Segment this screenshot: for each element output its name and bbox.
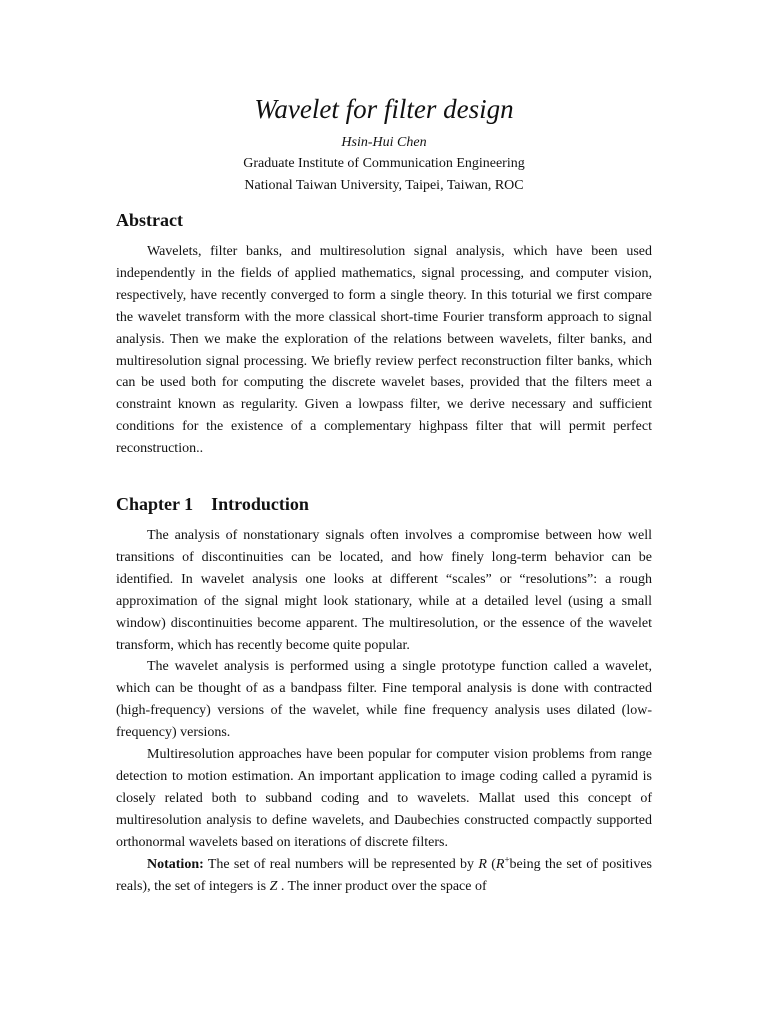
notation-text-b: (	[486, 856, 496, 872]
real-numbers-symbol: R	[478, 856, 487, 872]
notation-text-c: being the set of positives reals), the set of integers is	[116, 856, 653, 894]
notation-paragraph	[116, 854, 652, 898]
abstract-paragraph: Wavelets, filter banks, and multiresolution signal analysis, which have been used independently in the fields of applied mathematics, signal processing, and computer vision, respectively, have recently converged to form a single theory. In this toturial we first compare the wavelet transform with the more classical short-time Fourier transform approach to signal analysis. Then we make the exploration of the relations between wavelets, filter banks, and multiresolution signal processing. We briefly review perfect reconstruction filter banks, which can be used both for computing the discrete wavelet bases, provided that the filters meet a constraint known as regularity. Given a lowpass filter, we derive necessary and sufficient conditions for the existence of a complementary highpass filter that will permit perfect reconstruction..	[116, 244, 652, 457]
affiliation-line-2: National Taiwan University, Taipei, Taiwan, ROC	[244, 178, 524, 193]
notation-label: Notation:	[147, 856, 204, 872]
positive-reals-symbol: R	[495, 856, 505, 872]
chapter-heading: Chapter 1 Introduction	[116, 494, 309, 514]
intro-paragraph-3: Multiresolution approaches have been popular for computer vision problems from range detection to motion estimation. An important application to image coding called a pyramid is closely related both to subband coding and to wavelets. Mallat used this concept of multiresolution analysis to define wavelets, and Daubechies constructed compactly supported orthonormal wavelets based on iterations of discrete filters.	[116, 747, 652, 850]
paper-title: Wavelet for filter design	[254, 94, 514, 124]
affiliation-line-1: Graduate Institute of Communication Engineering	[243, 156, 525, 171]
abstract-heading: Abstract	[116, 210, 183, 230]
notation-text-d: . The inner product over the space of	[277, 878, 487, 894]
notation-text-a: The set of real numbers will be represented by	[203, 856, 479, 872]
integers-symbol: Z	[269, 878, 278, 894]
intro-paragraph-1: The analysis of nonstationary signals often involves a compromise between how well transitions of discontinuities can be located, and how finely long-term behavior can be identified. In wavelet analysis one looks at different “scales” or “resolutions”: a rough approximation of the signal might look stationary, while at a detailed level (using a small window) discontinuities become apparent. The multiresolution, or the essence of the wavelet transform, which has recently become quite popular.	[116, 528, 652, 653]
abstract-body	[116, 241, 652, 460]
author-name: Hsin-Hui Chen	[341, 135, 427, 150]
plus-superscript: +	[504, 853, 510, 864]
intro-paragraph-2: The wavelet analysis is performed using a single prototype function called a wavelet, which can be thought of as a bandpass filter. Fine temporal analysis is done with contracted (high-frequency) versions of the wavelet, while fine frequency analysis uses dilated (low-frequency) versions.	[116, 659, 652, 741]
introduction-body	[116, 525, 652, 897]
